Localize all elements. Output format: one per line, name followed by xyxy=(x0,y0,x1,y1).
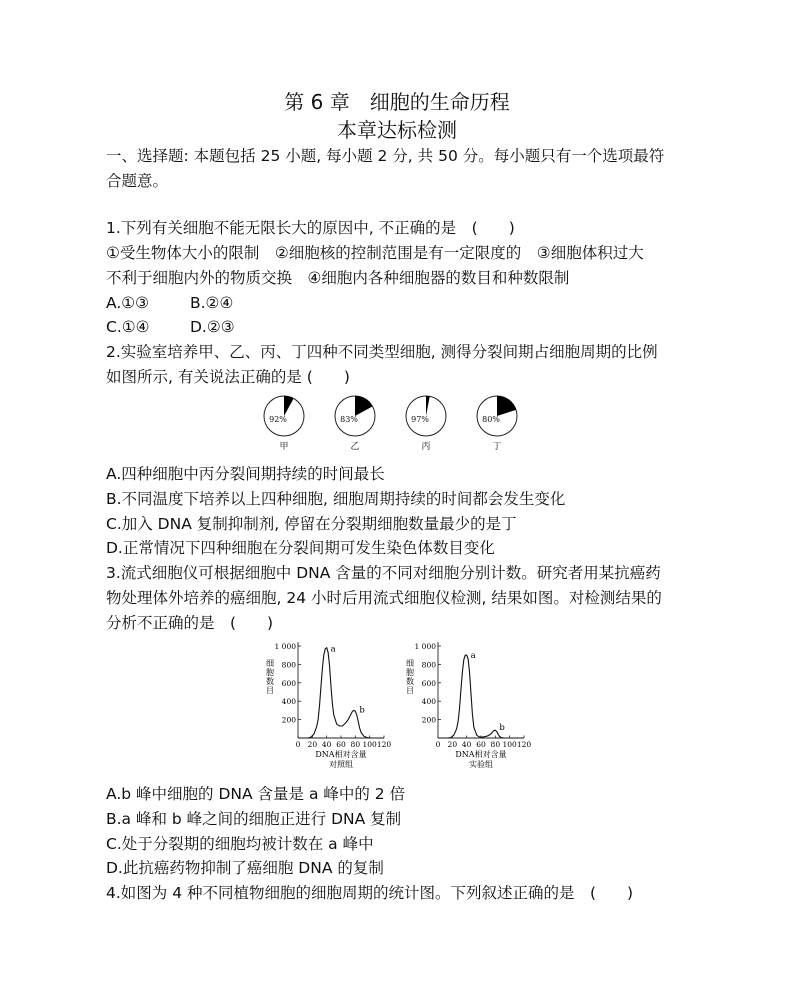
q2-option-a[interactable]: A.四种细胞中丙分裂间期持续的时间最长 xyxy=(106,465,385,483)
pie-category-label-0: 甲 xyxy=(279,442,289,452)
peak-label-a: a xyxy=(330,644,336,655)
y-tick-label-1: 400 xyxy=(281,697,296,707)
x-tick-label-3: 60 xyxy=(476,740,486,749)
x-tick-label-4: 80 xyxy=(350,740,361,749)
pie-category-label-2: 丙 xyxy=(421,442,431,452)
x-tick-label-0: 0 xyxy=(295,740,301,749)
y-tick-label-4: 1 000 xyxy=(414,642,436,651)
y-axis-label: 细胞数目 xyxy=(266,659,274,695)
x-axis-label: DNA相对含量 xyxy=(315,750,367,759)
y-tick-label-0: 200 xyxy=(421,715,436,725)
q1-option-d[interactable]: D.②③ xyxy=(190,318,235,336)
x-tick-label-0: 0 xyxy=(435,740,441,749)
q1-items-line1: ①受生物体大小的限制 ②细胞核的控制范围是有一定限度的 ③细胞体积过大 xyxy=(106,244,644,262)
q3-stem-line2: 物处理体外培养的癌细胞, 24 小时后用流式细胞仪检测, 结果如图。对检测结果的 xyxy=(106,589,662,607)
peak-label-a: a xyxy=(470,651,476,662)
pie-category-label-3: 丁 xyxy=(492,442,502,452)
q2-stem-line1: 2.实验室培养甲、乙、丙、丁四种不同类型细胞, 测得分裂间期占细胞周期的比例 xyxy=(106,343,658,361)
x-tick-label-6: 120 xyxy=(516,740,532,749)
x-tick-label-2: 40 xyxy=(461,740,472,749)
q3-option-c[interactable]: C.处于分裂期的细胞均被计数在 a 峰中 xyxy=(106,835,374,853)
q2-option-c[interactable]: C.加入 DNA 复制抑制剂, 停留在分裂期细胞数量最少的是丁 xyxy=(106,515,517,533)
y-tick-label-2: 600 xyxy=(281,678,296,688)
x-tick-label-6: 120 xyxy=(376,740,392,749)
q3-option-a[interactable]: A.b 峰中细胞的 DNA 含量是 a 峰中的 2 倍 xyxy=(106,785,406,803)
q3-option-b[interactable]: B.a 峰和 b 峰之间的细胞正进行 DNA 复制 xyxy=(106,810,402,828)
x-tick-label-4: 80 xyxy=(490,740,501,749)
q3-stem-line3: 分析不正确的是 ( ) xyxy=(106,614,274,632)
x-tick-label-2: 40 xyxy=(321,740,332,749)
y-tick-label-1: 400 xyxy=(421,697,436,707)
chart-title: 实验组 xyxy=(469,760,493,769)
x-tick-label-5: 100 xyxy=(362,740,377,749)
y-tick-label-2: 600 xyxy=(421,678,436,688)
q3-option-d[interactable]: D.此抗癌药物抑制了癌细胞 DNA 的复制 xyxy=(106,859,384,877)
q1-items-line2: 不利于细胞内外的物质交换 ④细胞内各种细胞器的数目和种数限制 xyxy=(106,269,570,287)
peak-label-b: b xyxy=(499,722,505,733)
x-tick-label-3: 60 xyxy=(336,740,346,749)
x-tick-label-1: 20 xyxy=(447,740,458,749)
q1-option-b[interactable]: B.②④ xyxy=(190,294,234,312)
q2-option-d[interactable]: D.正常情况下四种细胞在分裂间期可发生染色体数目变化 xyxy=(106,539,495,557)
y-axis-label: 细胞数目 xyxy=(406,659,414,695)
pie-percent-label-0: 92% xyxy=(269,415,287,424)
pie-percent-label-1: 83% xyxy=(340,415,358,424)
x-axis-label: DNA相对含量 xyxy=(455,750,507,759)
peak-label-b: b xyxy=(359,705,365,716)
q4-stem: 4.如图为 4 种不同植物细胞的细胞周期的统计图。下列叙述正确的是 ( ) xyxy=(106,884,634,902)
q2-option-b[interactable]: B.不同温度下培养以上四种细胞, 细胞周期持续的时间都会发生变化 xyxy=(106,490,566,508)
y-tick-label-4: 1 000 xyxy=(274,642,296,651)
q1-option-a[interactable]: A.①③ xyxy=(106,294,150,312)
page-subtitle: 本章达标检测 xyxy=(337,118,457,142)
q3-stem-line1: 3.流式细胞仪可根据细胞中 DNA 含量的不同对细胞分别计数。研究者用某抗癌药 xyxy=(106,564,661,582)
pie-category-label-1: 乙 xyxy=(350,442,360,452)
q3-histogram-control xyxy=(262,636,392,770)
distribution-curve xyxy=(298,648,384,738)
x-tick-label-1: 20 xyxy=(307,740,318,749)
page-title: 第 6 章 细胞的生命历程 xyxy=(284,90,510,114)
q3-histogram-experiment xyxy=(402,636,532,770)
chart-title: 对照组 xyxy=(329,760,353,769)
q1-option-c[interactable]: C.①④ xyxy=(106,318,150,336)
section-instruction-line1: 一、选择题: 本题包括 25 小题, 每小题 2 分, 共 50 分。每小题只有一个选项最符 xyxy=(106,147,665,165)
q2-stem-line2: 如图所示, 有关说法正确的是 ( ) xyxy=(106,368,350,386)
section-instruction-line2: 合题意。 xyxy=(106,172,169,190)
pie-percent-label-2: 97% xyxy=(411,415,429,424)
y-tick-label-3: 800 xyxy=(281,660,296,670)
x-tick-label-5: 100 xyxy=(502,740,517,749)
y-tick-label-0: 200 xyxy=(281,715,296,725)
y-tick-label-3: 800 xyxy=(421,660,436,670)
q1-stem: 1.下列有关细胞不能无限长大的原因中, 不正确的是 ( ) xyxy=(106,219,515,237)
distribution-curve xyxy=(438,655,524,738)
pie-percent-label-3: 80% xyxy=(482,415,500,424)
q2-pie-charts xyxy=(260,392,550,458)
